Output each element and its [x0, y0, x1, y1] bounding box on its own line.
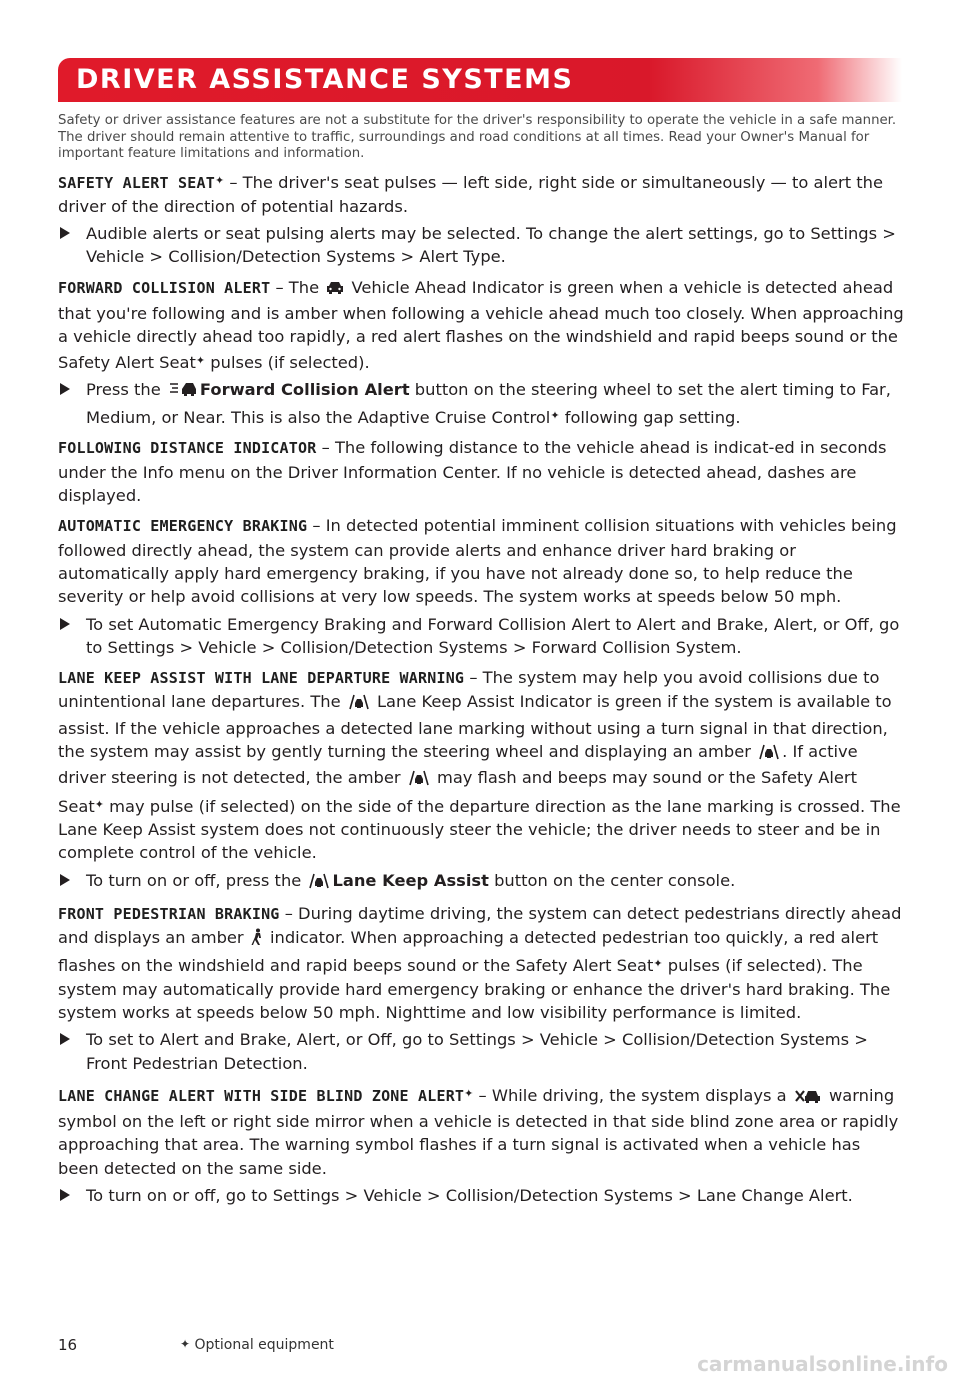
lca-text-b: warning symbol on the left or right side mirror when a vehicle is detected in that side blind zone area or rapidly approaching that area. The warning symbol flashes if a turn signal is activated when a vehicle has been detected on the same side. [58, 1085, 899, 1178]
forward-collision-alert-bullet [58, 378, 904, 430]
bullet-text: To set to Alert and Brake, Alert, or Off, go to Settings > Vehicle > Collision/Detection Systems > Front Pedestrian Detection. [86, 1030, 868, 1073]
bullet-arrow-icon [60, 1033, 70, 1045]
footer-note-text: Optional equipment [194, 1337, 334, 1353]
bullet-text: following gap setting. [559, 408, 741, 428]
fca-text-a: – The [270, 277, 325, 297]
bullet-text: button on the steering wheel to set the alert timing to Far, Medium, or Near. This is also the Adaptive Cruise Control [86, 379, 891, 428]
bullet-text: Press the [86, 379, 166, 399]
pedestrian-icon [251, 928, 263, 952]
aeb-bullet [58, 613, 904, 660]
aeb-paragraph [58, 514, 904, 608]
lane-change-alert-paragraph [58, 1082, 904, 1180]
lane-keep-assist-icon [348, 693, 370, 716]
bullet-text: To turn on or off, press the [86, 870, 307, 890]
watermark: carmanualsonline.info [697, 1352, 948, 1376]
lca-text-a: – While driving, the system displays a [473, 1085, 792, 1105]
optional-mark: ✦ [550, 409, 560, 423]
bullet-text: To set Automatic Emergency Braking and Forward Collision Alert to Alert and Brake, Alert, or Off, go to Settings > Vehicle > Collision/Detection Systems > Forward Collision System. [86, 614, 900, 657]
lane-keep-assist-paragraph [58, 666, 904, 864]
optional-mark: ✦ [94, 797, 104, 811]
bullet-arrow-icon [60, 618, 70, 630]
fca-button-name: Forward Collision Alert [199, 379, 410, 399]
fpb-text-c: pulses (if selected). The system may automatically provide hard emergency braking or enhance the driver's hard braking. The system works at speeds below 50 mph. Nighttime and low visibility performance is limited. [58, 956, 891, 1022]
following-distance-heading: FOLLOWING DISTANCE INDICATOR [58, 439, 317, 458]
lane-keep-assist-icon [308, 872, 330, 895]
lka-text-a: – The system may help you avoid collisions due to unintentional lane departures. The [58, 668, 880, 712]
optional-mark: ✦ [214, 173, 225, 187]
bullet-text: button on the center console. [488, 870, 736, 890]
bullet-arrow-icon [60, 227, 70, 239]
front-pedestrian-braking-paragraph [58, 902, 904, 1024]
lane-change-alert-bullet [58, 1184, 904, 1207]
forward-collision-alert-icon [168, 380, 198, 404]
section-header-bar [58, 58, 902, 102]
page-title: DRIVER ASSISTANCE SYSTEMS [76, 64, 574, 95]
fpb-text-b: indicator. When approaching a detected pedestrian too quickly, a red alert flashes on the windshield and rapid beeps sound or the Safety Alert Seat [58, 928, 879, 976]
forward-collision-alert-heading: FORWARD COLLISION ALERT [58, 278, 271, 297]
aeb-heading: AUTOMATIC EMERGENCY BRAKING [58, 517, 308, 536]
lka-text-e: may pulse (if selected) on the side of the departure direction as the lane marking is crossed. The Lane Keep Assist system does not continuously steer the vehicle; the driver needs to steer and be in complete control of the vehicle. [58, 796, 901, 863]
page-number: 16 [58, 1336, 78, 1354]
safety-alert-seat-heading: SAFETY ALERT SEAT [58, 173, 215, 192]
fca-text-b: Vehicle Ahead Indicator is green when a vehicle is detected ahead that you're following and is amber when following a vehicle ahead much too closely. When approaching a vehicle directly ahead too rapidly, a red alert flashes on the windshield and rapid beeps sound or the Safety Alert Seat [58, 277, 904, 372]
bullet-arrow-icon [60, 874, 70, 886]
following-distance-paragraph [58, 436, 904, 507]
lane-keep-assist-heading: LANE KEEP ASSIST WITH LANE DEPARTURE WARNING [58, 669, 465, 688]
lka-text-c: . If active driver steering is not detected, the amber [58, 742, 858, 788]
lane-keep-assist-icon [408, 769, 430, 792]
optional-mark: ✦ [195, 353, 206, 367]
fca-text-c: pulses (if selected). [205, 352, 370, 372]
lane-keep-assist-icon [758, 743, 780, 766]
bullet-text: To turn on or off, go to Settings > Vehicle > Collision/Detection Systems > Lane Change Alert. [86, 1186, 853, 1206]
intro-disclaimer: Safety or driver assistance features are not a substitute for the driver's responsibility to operate the vehicle in a safe manner. The driver should remain attentive to traffic, surroundings and road conditions at all times. Read your Owner's Manual for important feature limitations and information. [58, 113, 897, 161]
forward-collision-alert-paragraph [58, 276, 904, 374]
optional-mark: ✦ [180, 1337, 191, 1351]
fpb-text-a: – During daytime driving, the system can detect pedestrians directly ahead and displays an amber [58, 903, 902, 948]
side-blind-zone-icon [794, 1087, 822, 1110]
lka-text-b: Lane Keep Assist Indicator is green if the system is available to assist. If the vehicle approaches a detected lane marking without using a turn signal in that direction, the system may assist by gently turning the steering wheel and displaying an amber [58, 692, 892, 762]
vehicle-ahead-icon [326, 279, 344, 302]
following-distance-text: – The following distance to the vehicle ahead is indicat-ed in seconds under the Info menu on the Driver Information Center. If no vehicle is detected ahead, dashes are displayed. [58, 438, 887, 506]
bullet-text: Audible alerts or seat pulsing alerts may be selected. To change the alert settings, go to Settings > Vehicle > Collision/Detection Systems > Alert Type. [86, 224, 896, 267]
safety-alert-seat-text: – The driver's seat pulses — left side, right side or simultaneously — to alert the driver of the direction of potential hazards. [58, 172, 883, 216]
bullet-arrow-icon [60, 383, 70, 395]
lka-text-d: may flash and beeps may sound or the Safety Alert Seat [58, 768, 857, 816]
lane-keep-assist-bullet [58, 869, 904, 895]
aeb-text: – In detected potential imminent collision situations with vehicles being followed directly ahead, the system can provide alerts and enhance driver hard braking or automatically apply hard emergency braking, if you have not already done so, to help reduce the severity or help avoid collisions at very low speeds. The system works at speeds below 50 mph. [58, 516, 897, 607]
lane-change-alert-heading: LANE CHANGE ALERT WITH SIDE BLIND ZONE ALERT [58, 1086, 465, 1105]
bullet-arrow-icon [60, 1189, 70, 1201]
optional-mark: ✦ [464, 1086, 474, 1100]
lka-button-name: Lane Keep Assist [332, 870, 489, 890]
safety-alert-seat-bullet [58, 222, 904, 269]
footer-optional-note [180, 1337, 334, 1353]
optional-mark: ✦ [653, 957, 663, 971]
front-pedestrian-braking-heading: FRONT PEDESTRIAN BRAKING [58, 904, 280, 923]
document-body [58, 113, 904, 1212]
safety-alert-seat-paragraph [58, 169, 904, 219]
front-pedestrian-braking-bullet [58, 1028, 904, 1075]
